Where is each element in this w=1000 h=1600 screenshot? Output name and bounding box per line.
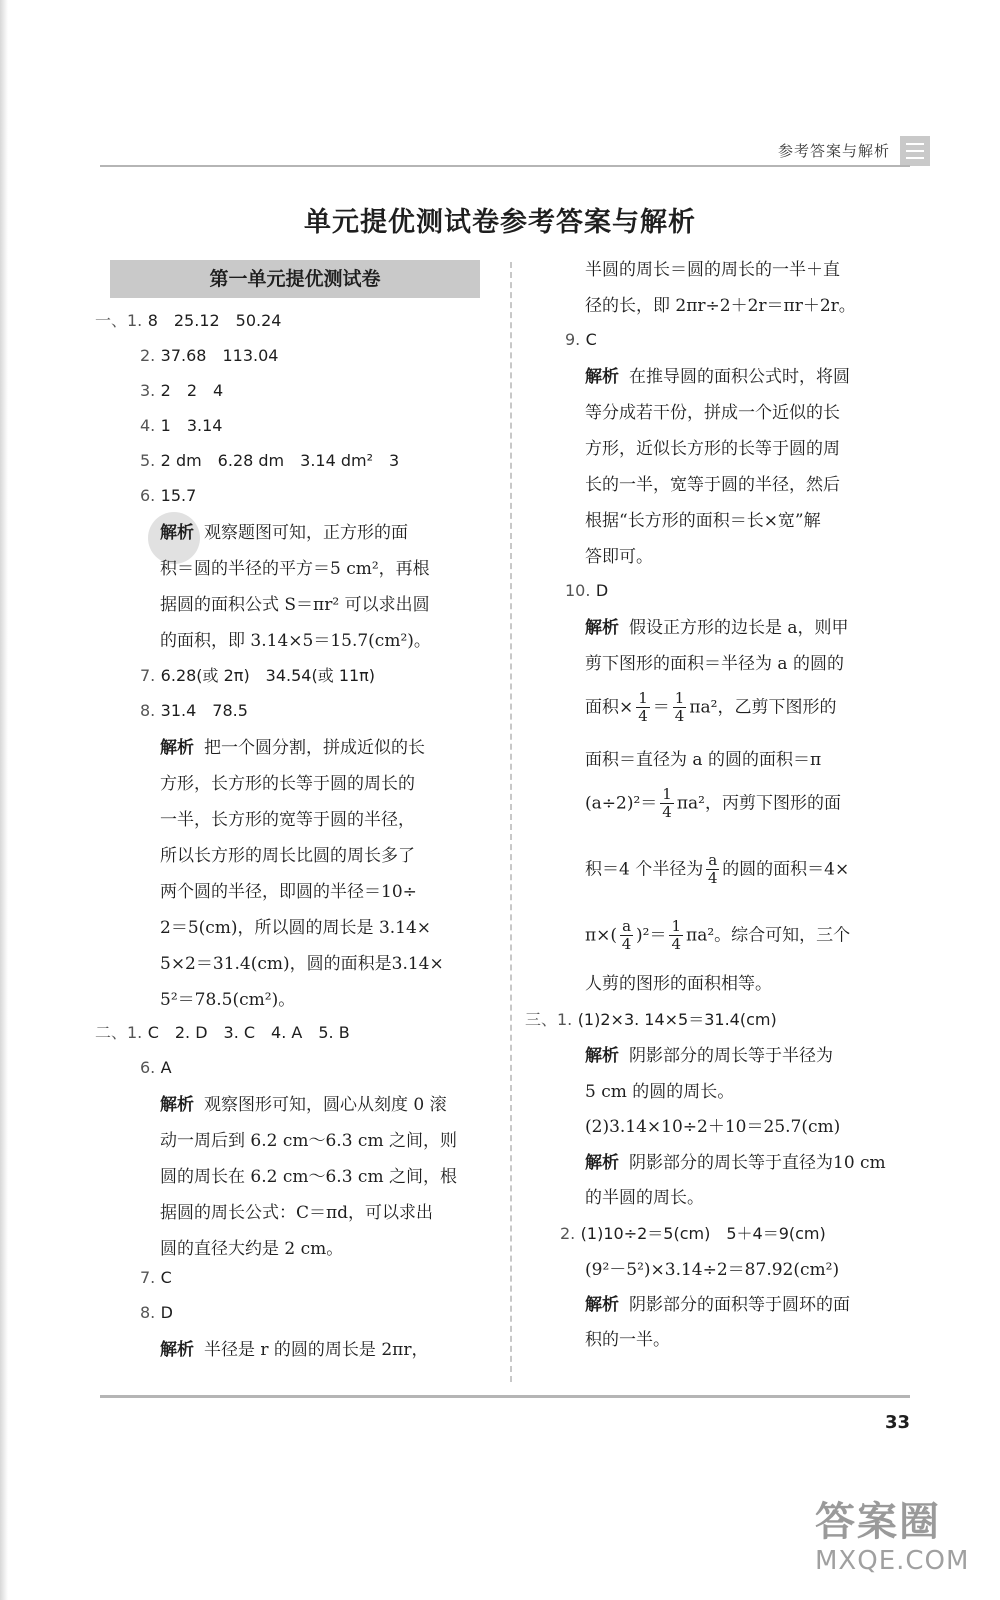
answer-line: 8. 31.4 78.5 [140,701,248,720]
fraction: $\frac{a}{4}$ [707,851,718,888]
explanation-line: 半圆的周长＝圆的周长的一半＋直 [585,260,840,280]
explanation-line: 积＝圆的半径的平方＝5 cm²，再根 [160,559,430,579]
explanation-line: 5²＝78.5(cm²)。 [160,990,296,1010]
explanation-line: 两个圆的半径，即圆的半径＝10÷ [160,882,417,902]
answer-line: 5. 2 dm 6.28 dm 3.14 dm² 3 [140,451,400,470]
explanation-line: 一半，长方形的宽等于圆的半径， [160,810,415,830]
footer-rule [100,1395,910,1398]
explanation-line: 解析 阴影部分的周长等于半径为 [585,1046,833,1066]
explanation-line-fraction: 积＝4 个半径为 $\frac{a}{4}$ 的圆的面积＝4× [585,851,850,888]
fraction: $\frac{1}{4}$ [671,917,682,954]
page-title: 单元提优测试卷参考答案与解析 [304,207,696,238]
explanation-line-fraction: π×( $\frac{a}{4}$ )²＝ $\frac{1}{4}$ πa²。综合可知，三个 [585,917,851,954]
answer-line: 10. D [565,581,609,600]
explanation-line: 积的一半。 [585,1330,670,1350]
fraction: $\frac{1}{4}$ [638,689,648,726]
answer-line: 一、1. 8 25.12 50.24 [95,311,282,330]
watermark-logo [815,1490,985,1590]
answer-line: 7. C [140,1268,172,1287]
section-banner: 第一单元提优测试卷 [110,260,480,298]
explanation-line: 根据“长方形的面积＝长×宽”解 [585,511,821,531]
answer-line: 2. 37.68 113.04 [140,346,279,365]
explanation-line: 的面积，即 3.14×5＝15.7(cm²)。 [160,631,431,651]
running-header-title: 参考答案与解析 [777,142,890,160]
explanation-line-fraction: 面积× $\frac{1}{4}$ ＝ $\frac{1}{4}$ πa²，乙剪下图形的 [585,689,837,726]
explanation-line: 等分成若干份，拼成一个近似的长 [585,403,840,423]
explanation-line: 解析 半径是 r 的圆的周长是 2πr， [160,1340,429,1360]
explanation-line: 解析 在推导圆的面积公式时，将圆 [585,367,850,387]
column-divider [510,262,512,1382]
explanation-line: 动一周后到 6.2 cm～6.3 cm 之间，则 [160,1131,457,1151]
explanation-line: 答即可。 [585,547,653,567]
answer-line: 3. 2 2 4 [140,381,224,400]
explanation-line: 方形，近似长方形的长等于圆的周 [585,439,840,459]
explanation-line: 据圆的面积公式 S＝πr² 可以求出圆 [160,595,430,615]
explanation-line: 面积＝直径为 a 的圆的面积＝π [585,750,822,770]
explanation-line: 人剪的图形的面积相等。 [585,974,772,994]
watermark-logo-url: MXQE.COM [815,1546,970,1576]
page-edge-shadow [0,0,8,1600]
explanation-line-fraction: (a÷2)²＝ $\frac{1}{4}$ πa²，丙剪下图形的面 [585,785,841,822]
fraction: $\frac{a}{4}$ [621,917,632,954]
answer-line: 7. 6.28(或 2π) 34.54(或 11π) [140,666,376,685]
page-number: 33 [884,1412,910,1433]
explanation-line: 径的长，即 2πr÷2＋2r＝πr＋2r。 [585,296,856,316]
header-rule [100,163,910,167]
explanation-line: 2＝5(cm)，所以圆的周长是 3.14× [160,918,432,938]
explanation-line: 圆的直径大约是 2 cm。 [160,1239,344,1259]
answer-line: 4. 1 3.14 [140,416,223,435]
explanation-line: (2)3.14×10÷2＋10＝25.7(cm) [585,1117,841,1137]
explanation-line: 解析 观察题图可知，正方形的面 [160,523,408,543]
answer-line: 三、1. (1)2×3. 14×5＝31.4(cm) [525,1010,777,1029]
explanation-line: 解析 假设正方形的边长是 a，则甲 [585,618,849,638]
answer-line: 9. C [565,330,597,349]
book-icon [900,136,930,166]
explanation-line: 的半圆的周长。 [585,1188,704,1208]
answer-line: 6. 15.7 [140,486,197,505]
explanation-line: 5 cm 的圆的周长。 [585,1082,735,1102]
explanation-line: 解析 阴影部分的周长等于直径为10 cm [585,1153,886,1173]
answer-line: 6. A [140,1058,172,1077]
answer-line: 二、1. C 2. D 3. C 4. A 5. B [95,1023,350,1042]
explanation-line: 解析 阴影部分的面积等于圆环的面 [585,1295,850,1315]
explanation-line: 据圆的周长公式：C＝πd，可以求出 [160,1203,434,1223]
explanation-line: 解析 把一个圆分割，拼成近似的长 [160,738,425,758]
watermark-logo-text: 答案圈 [815,1499,941,1545]
explanation-line: 剪下图形的面积＝半径为 a 的圆的 [585,654,844,674]
fraction: $\frac{1}{4}$ [674,689,685,726]
explanation-line: 方形，长方形的长等于圆的周长的 [160,774,415,794]
answer-line: 2. (1)10÷2＝5(cm) 5＋4＝9(cm) [560,1224,826,1243]
fraction: $\frac{1}{4}$ [662,785,672,822]
explanation-line: (9²－5²)×3.14÷2＝87.92(cm²) [585,1260,840,1280]
explanation-line: 5×2＝31.4(cm)，圆的面积是3.14× [160,954,444,974]
explanation-line: 圆的周长在 6.2 cm～6.3 cm 之间，根 [160,1167,457,1187]
explanation-line: 所以长方形的周长比圆的周长多了 [160,846,415,866]
explanation-line: 解析 观察图形可知，圆心从刻度 0 滚 [160,1095,447,1115]
explanation-line: 长的一半，宽等于圆的半径，然后 [585,475,840,495]
answer-line: 8. D [140,1303,173,1322]
